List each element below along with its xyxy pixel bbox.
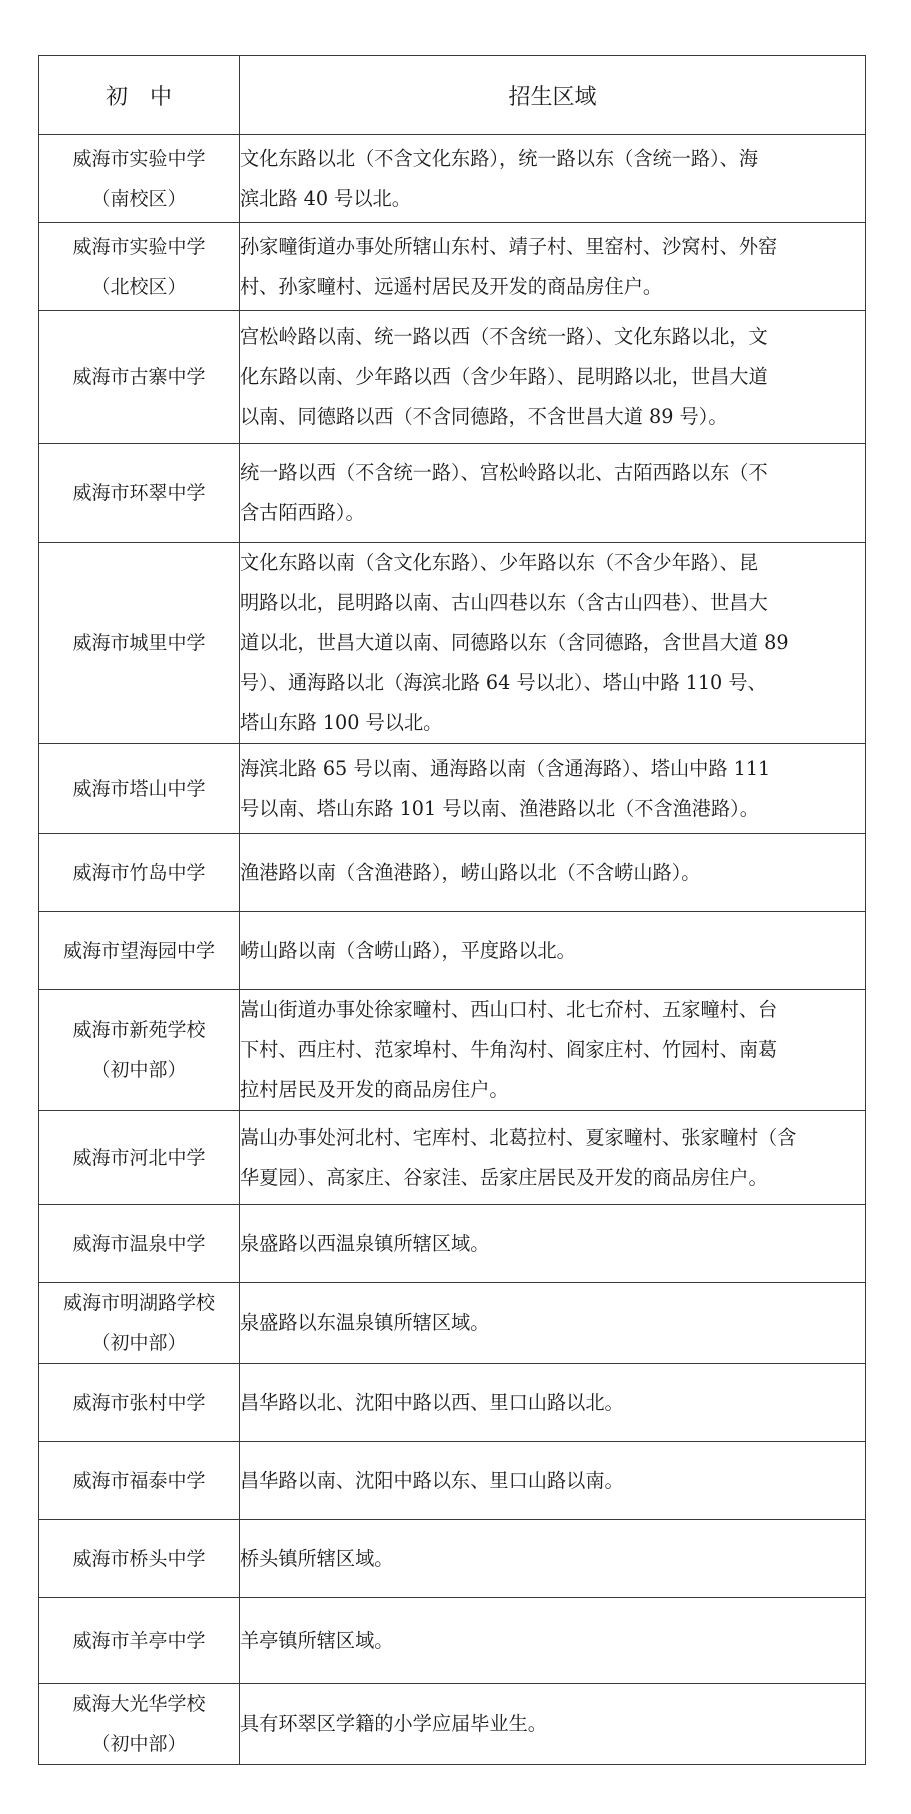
school-name-cell [39,834,240,912]
school-name-cell [39,1364,240,1442]
school-name-line: （南校区） [91,187,187,210]
table-row [39,543,866,744]
header-area: 招生区域 [240,56,866,135]
table-row [39,1205,866,1283]
school-name-cell [39,135,240,223]
school-name-line: 威海市张村中学 [72,1391,206,1414]
school-name-cell [39,1598,240,1684]
area-text-line: 滨北路 40 号以北。 [240,186,411,210]
school-name-cell [39,311,240,444]
area-text-line: 渔港路以南（含渔港路），崂山路以北（不含崂山路）。 [240,860,701,884]
area-text-line: 孙家疃街道办事处所辖山东村、靖子村、里窑村、沙窝村、外窑 [240,234,778,258]
area-text-line: 村、孙家疃村、远遥村居民及开发的商品房住户。 [240,274,663,298]
table-row [39,744,866,834]
school-name-line: 威海市明湖路学校 [62,1292,215,1314]
school-name-cell [39,1111,240,1205]
area-text-line: 昌华路以北、沈阳中路以西、里口山路以北。 [240,1390,624,1414]
school-name-line: 威海市桥头中学 [72,1547,206,1570]
school-name-line: （初中部） [91,1733,187,1755]
enrollment-area-cell [240,223,866,311]
school-name-line: 威海市环翠中学 [72,482,206,504]
enrollment-area-cell [240,1598,866,1684]
school-name-line: （初中部） [91,1332,187,1354]
area-text-line: 泉盛路以东温泉镇所辖区域。 [240,1311,490,1334]
school-name-line: 威海市实验中学 [72,235,206,258]
school-name-cell [39,1205,240,1283]
enrollment-area-cell [240,1684,866,1765]
enrollment-area-cell [240,543,866,744]
area-text-line: 化东路以南、少年路以西（含少年路）、昆明路以北，世昌大道 [240,365,768,388]
school-name-line: （初中部） [91,1059,187,1081]
table-row [39,912,866,990]
school-name-cell [39,223,240,311]
school-name-line: 威海大光华学校 [72,1693,206,1715]
school-name-line: 威海市城里中学 [72,632,206,654]
school-name-cell [39,912,240,990]
table-row [39,1283,866,1364]
header-school: 初 中 [39,56,240,135]
table-row [39,444,866,543]
school-name-line: 威海市实验中学 [72,147,206,170]
enrollment-area-cell [240,135,866,223]
area-text-line: 嵩山办事处河北村、宅库村、北葛拉村、夏家疃村、张家疃村（含 [240,1125,797,1149]
table-row [39,223,866,311]
school-name-line: 威海市竹岛中学 [72,861,206,884]
enrollment-area-cell [240,1364,866,1442]
area-text-line: 塔山东路 100 号以北。 [240,711,443,734]
area-text-line: 下村、西庄村、范家埠村、牛角沟村、阎家庄村、竹园村、南葛 [240,1038,778,1061]
school-name-line: 威海市福泰中学 [72,1469,206,1492]
table-row [39,1364,866,1442]
table-body [39,135,866,1765]
school-name-line: 威海市河北中学 [72,1146,206,1169]
school-name-line: （北校区） [91,275,187,298]
enrollment-area-cell [240,1520,866,1598]
school-name-cell [39,444,240,543]
table-row [39,990,866,1111]
area-text-line: 具有环翠区学籍的小学应届毕业生。 [240,1712,547,1735]
area-text-line: 道以北，世昌大道以南、同德路以东（含同德路，含世昌大道 89 [240,631,789,654]
table-row [39,1442,866,1520]
enrollment-area-cell [240,1283,866,1364]
area-text-line: 桥头镇所辖区域。 [240,1546,394,1570]
school-name-line: 威海市望海园中学 [62,939,215,962]
table-row [39,1598,866,1684]
enrollment-area-cell [240,912,866,990]
school-name-line: 威海市羊亭中学 [72,1629,206,1652]
table-row [39,135,866,223]
area-text-line: 海滨北路 65 号以南、通海路以南（含通海路）、塔山中路 111 [240,756,771,780]
school-name-line: 威海市古寨中学 [72,366,206,388]
school-name-cell [39,1520,240,1598]
school-name-line: 威海市温泉中学 [72,1232,206,1255]
enrollment-area-cell [240,1111,866,1205]
area-text-line: 嵩山街道办事处徐家疃村、西山口村、北七夼村、五家疃村、台 [240,998,778,1021]
school-name-line: 威海市新苑学校 [72,1019,206,1041]
enrollment-area-cell [240,990,866,1111]
area-text-line: 宫松岭路以南、统一路以西（不含统一路）、文化东路以北，文 [240,325,768,348]
area-text-line: 文化东路以南（含文化东路）、少年路以东（不含少年路）、昆 [240,551,759,574]
area-text-line: 羊亭镇所辖区域。 [240,1628,394,1652]
table-header-row [39,56,866,135]
area-text-line: 泉盛路以西温泉镇所辖区域。 [240,1231,490,1255]
area-text-line: 号以南、塔山东路 101 号以南、渔港路以北（不含渔港路）。 [240,796,759,820]
enrollment-zone-table [38,55,866,1765]
area-text-line: 含古陌西路）。 [240,501,365,524]
area-text-line: 以南、同德路以西（不含同德路，不含世昌大道 89 号）。 [240,405,728,428]
area-text-line: 统一路以西（不含统一路）、宫松岭路以北、古陌西路以东（不 [240,461,768,484]
school-name-cell [39,1684,240,1765]
enrollment-area-cell [240,1205,866,1283]
enrollment-area-cell [240,311,866,444]
enrollment-area-cell [240,834,866,912]
school-name-line: 威海市塔山中学 [72,777,206,800]
area-text-line: 明路以北，昆明路以南、古山四巷以东（含古山四巷）、世昌大 [240,591,768,614]
enrollment-area-cell [240,1442,866,1520]
table-row [39,1684,866,1765]
area-text-line: 华夏园）、高家庄、谷家洼、岳家庄居民及开发的商品房住户。 [240,1165,768,1189]
area-text-line: 文化东路以北（不含文化东路），统一路以东（含统一路）、海 [240,146,759,170]
area-text-line: 昌华路以南、沈阳中路以东、里口山路以南。 [240,1468,624,1492]
area-text-line: 崂山路以南（含崂山路），平度路以北。 [240,938,576,962]
table-row [39,1520,866,1598]
school-name-cell [39,1283,240,1364]
table-row [39,311,866,444]
school-name-cell [39,744,240,834]
area-text-line: 拉村居民及开发的商品房住户。 [240,1078,509,1101]
table-row [39,834,866,912]
area-text-line: 号）、通海路以北（海滨北路 64 号以北）、塔山中路 110 号、 [240,671,767,694]
enrollment-area-cell [240,444,866,543]
school-name-cell [39,990,240,1111]
school-name-cell [39,1442,240,1520]
school-name-cell [39,543,240,744]
enrollment-area-cell [240,744,866,834]
table-row [39,1111,866,1205]
